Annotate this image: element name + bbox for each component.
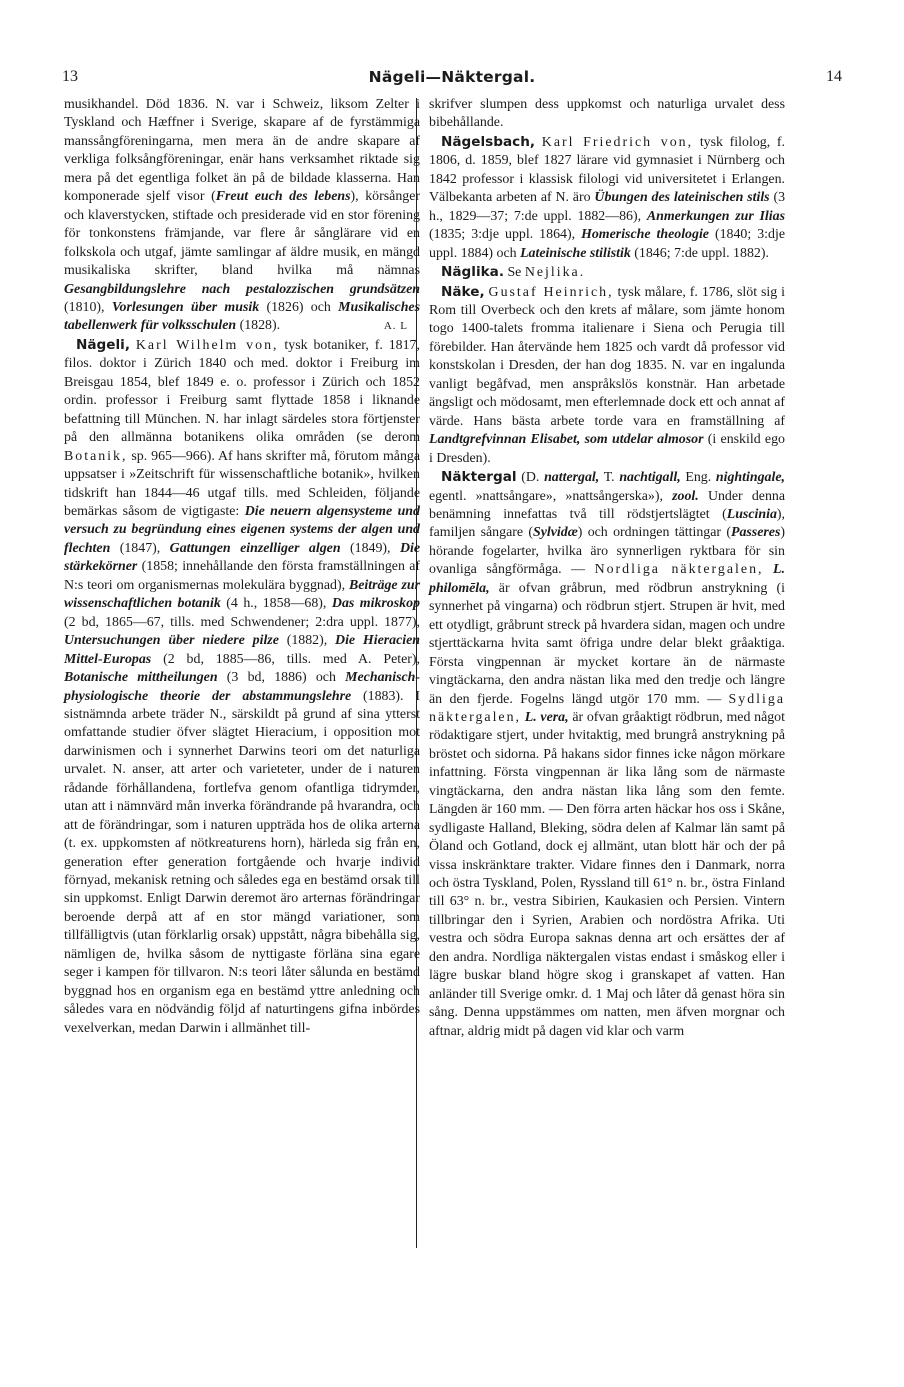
- headword: Nägelsbach,: [441, 133, 536, 150]
- left-column: [64, 96, 420, 1038]
- running-head: Nägeli—Näktergal.: [368, 68, 536, 86]
- entry-naektergal: Näktergal (D. nattergal, T. nachtigall, Eng. nightingale, egentl. »nattsångare», »nattsångerska»), zool. Under denna benämning innefattas två till rödstjertslägtet (Luscinia), familjen sångare (Sylvidæ) och ordningen tättingar (Passeres) hörande fogelarter, hvilka äro synnerligen ryktbara för sin ovanliga sångförmåga. — Nordliga näktergalen, L. philomēla, är ofvan gråbrun, med rödbrun anstrykning (i synnerhet på vingarna) och rödbrun stjert. Strupen är hvit, med ett otydligt, gråbrunt streck på hvardera sidan, magen och undre stjerttäckarna hvita samt öfriga undre delar blekt gråaktiga. Första vingpennan är mycket kortare än de närmaste vingtäckarna, den andra nästan lika med den tredje och längre än den fjerde. Fogelns längd utgör 170 mm. — Sydliga näktergalen, L. vera, är ofvan gråaktigt rödbrun, med något rödaktigare stjert, under hvitaktig, med brungrå anstrykning på bröstet och sidorna. På hakans sidor finnes icke någon mörkare infattning. Första vingpennan är lika lång som de närmaste vingtäckarna, den andra nästan lika lång som den femte. Längden är 160 mm. — Den förra arten häckar hos oss i Skåne, sydligaste Halland, Bleking, södra delen af Kalmar län samt på Öland och Gotland, dock ej allmänt, utan blott här och der på vissa inskränktare trakter. Vidare finnes den i Danmark, norra och östra Tyskland, Polen, Ryssland till 61° n. br., östra Finland till 63° n. br., vestra Sibirien, Kaukasien och Persien. Vintern tillbringar den i Syrien, Arabien och nordöstra Afrika. Uti vestra och södra Europa saknas denna art och ersättes der af den andra. Nordliga näktergalen vistas endast i småskog eller i lägre buskar bland högre skog i granskapet af vatten. Han anländer till Sverige omkr. d. 1 Maj och låter då genast höra sin sång. Denna uppstämmes om natten, men äfven morgnar och aftnar, aldrig midt på dagen vid klar och varm: [429, 469, 786, 1039]
- headword: Näglika.: [441, 264, 504, 281]
- page-number-left: 13: [62, 68, 78, 85]
- entry-naegelsbach: Nägelsbach, Karl Friedrich von, tysk filolog, f. 1806, d. 1859, blef 1827 lärare vid gymnasiet i Nürnberg och 1842 professor i klassisk filologi vid universitetet i Erlangen. Välbekanta arbeten af N. äro Übungen des lateinischen stils (3 h., 1829—37; 7:de uppl. 1882—86), Anmerkungen zur Ilias (1835; 3:dje uppl. 1864), Homerische theologie (1840; 3:dje uppl. 1884) och Lateinische stilistik (1846; 7:de uppl. 1882).: [429, 133, 786, 261]
- entry-naegeli-hans-georg-continued: musikhandel. Död 1836. N. var i Schweiz, liksom Zelter i Tyskland och Hæffner i Sverige, skapare af de fyrstämmiga manssångföreningarna, men mera än de andre skapare af verkliga folksångföreningar, enär hans verksamhet riktade sig mera på det egentliga folket än på de bildade klasserna. Han komponerade sjelf visor (Freut euch des lebens), körsånger och klaverstycken, stiftade och presiderade vid en stor förening för tonkonstens främjande, var flere år sånglärare vid en folkskola och utgaf, jämte samlingar af äldre musik, en mängd musikaliska skrifter, bland hvilka må nämnas Gesangbildungslehre nach pestalozzischen grundsätzen (1810), Vorlesungen über musik (1826) och Musikalisches tabellenwerk für volksschulen (1828). A. L: [64, 96, 420, 336]
- entry-naeglika: Näglika. Se Nejlika.: [441, 264, 586, 281]
- right-column: [429, 96, 785, 1041]
- cross-reference: Nejlika.: [524, 265, 586, 281]
- cross-reference: Botanik,: [64, 448, 128, 464]
- entry-naegeli-karl-wilhelm: Nägeli, Karl Wilhelm von, tysk botaniker, f. 1817, filos. doktor i Zürich 1840 och med. doktor i Freiburg im Breisgau 1854, blef 1849 e. o. professor i Zürich och 1852 ordin. professor i Freiburg samt flyttade 1858 i liknande befattning till München. N. har inlagt särdeles stora förtjenster på den allmänna botanikens olika områden (se derom Botanik, sp. 965—966). Af hans skrifter må, förutom många uppsatser i »Zeitschrift für wissenschaftliche botanik», hvilken tidskrift han 1844—46 utgaf tills. med Schleiden, följande bemärkas såsom de vigtigaste: Die neuern algensysteme und versuch zu begründung eines eigenen systems der algen und flechten (1847), Gattungen einzelliger algen (1849), Die stärkekörner (1858; innehållande den första framställningen af N:s teori om organismernas molekulära byggnad), Beiträge zur wissenschaftlichen botanik (4 h., 1858—68), Das mikroskop (2 bd, 1865—67, tills. med Schwendener; 2:dra uppl. 1877), Untersuchungen über niedere pilze (1882), Die Hieracien Mittel-Europas (2 bd, 1885—86, tills. med A. Peter), Botanische mittheilungen (3 bd, 1886) och Mechanisch-physiologische theorie der abstammungslehre (1883). I sistnämnda arbete träder N., särskildt på grund af sina ytterst omfattande studier öfver slägtet Hieracium, i opposition mot darwinismen och i synnerhet Darwins teori om det naturliga urvalet. N. anser, att arter och varieteter, under de i naturen rådande förhållandena, fortlefva genom ofantliga tidrymder, utan att i nämnvärd mån inverka förändrande på hvarandra, och att de förändringar, som i naturen uppträda hos de olika arterna (t. ex. uppkomsten af nötkreaturens horn), härleda sig från en, generation efter generation fortgående och hvarje individ förnyad, mekanisk retning och således ega en bestämd orsak till sin uppkomst. Enligt Darwin deremot äro arternas förändringar beroende derpå att af en stor mängd variationer, som tillfälligtvis (utan förklarlig orsak) uppstått, några bibehålla sig, nämligen de, hvilka såsom de nyttigaste förläna sina egare seger i kampen för tillvaron. N:s teori låter sålunda en bestämd byggnad hos en organism ega en bestämd yttre anledning och således vara en nödvändig följd af naturtingens gifna inbördes vexelverkan, medan Darwin i allmänhet till-: [64, 336, 421, 1036]
- page-header: [62, 68, 842, 92]
- headword: Näktergal: [441, 469, 517, 486]
- headword: Näke,: [441, 283, 485, 300]
- page-number-right: 14: [826, 68, 842, 85]
- entry-naeke: Näke, Gustaf Heinrich, tysk målare, f. 1786, slöt sig i Rom till Overbeck och den krets af målare, som jämte honom togo 1400-talets fromma italienare i Siena och Perugia till förebilder. Han återvände hem 1825 och vardt då professor vid konstskolan i Dresden, der han dog 1835. N. var en ingalunda vanligt begåfvad, men anspråkslös konstnär. Han arbetade ängsligt och mödosamt, men efterlemnade dock ett och annat af värde. Hans bästa arbete torde vara en framställning af Landtgrefvinnan Elisabet, som utdelar almosor (i enskild ego i Dresden).: [429, 283, 786, 466]
- headword: Nägeli,: [76, 336, 130, 353]
- entry-naegeli-karl-wilhelm-continued: skrifver slumpen dess uppkomst och naturliga urvalet dess bibehållande.: [429, 97, 785, 131]
- author-signature: A. L: [383, 320, 408, 333]
